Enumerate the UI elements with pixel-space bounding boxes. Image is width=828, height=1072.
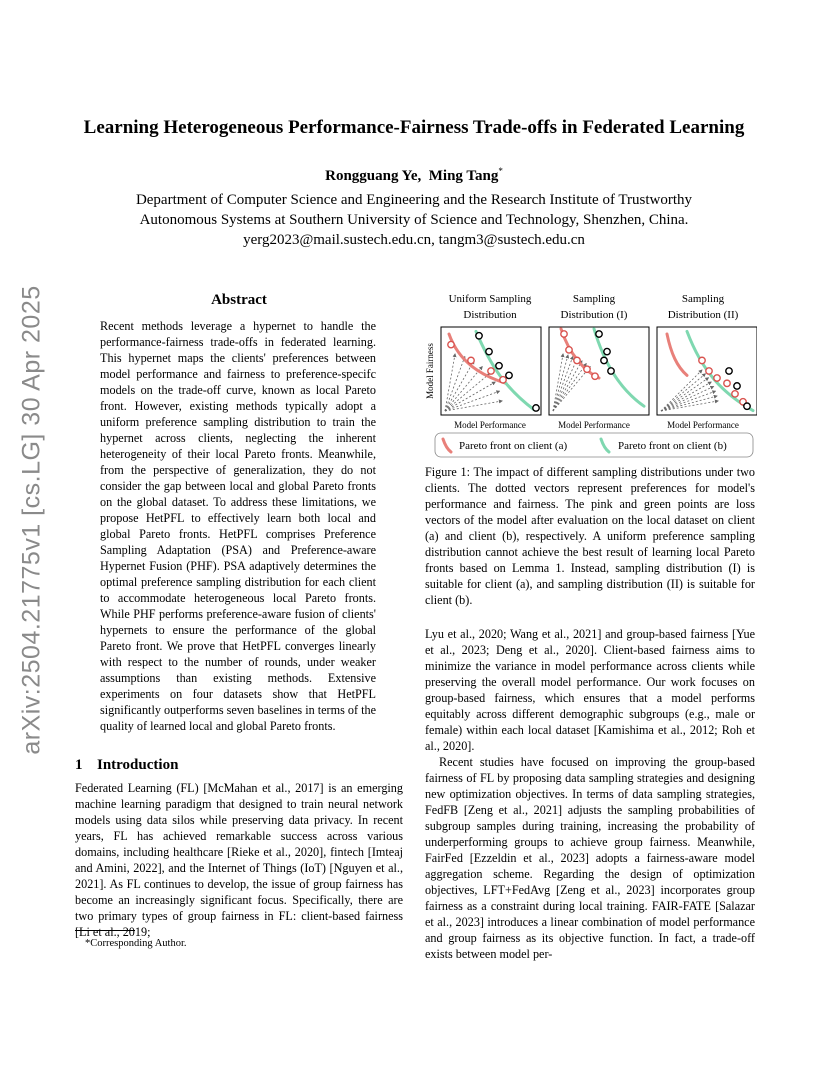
preference-vector: [553, 363, 586, 411]
panel-title: Distribution: [463, 309, 517, 321]
loss-point-a: [468, 357, 474, 363]
x-axis-label: Model Performance: [667, 420, 739, 430]
preference-vector: [661, 391, 716, 411]
loss-point-a: [566, 347, 572, 353]
loss-point-b: [486, 348, 492, 354]
author-separator: ,: [417, 168, 422, 184]
preference-vector: [553, 358, 578, 411]
section-title: Introduction: [97, 757, 179, 773]
x-axis-label: Model Performance: [558, 420, 630, 430]
pareto-front-a: [667, 334, 687, 375]
legend-swatch-b: [601, 439, 609, 452]
loss-point-b: [506, 372, 512, 378]
paragraph: Federated Learning (FL) [McMahan et al., 2017] is an emerging machine learning paradigm that designed to train neural network models using data silos while preserving data privacy. In recent years, FL has achieved remarkable success across various domains, including healthcare [Rieke et al., 2020], fintech [Imteaj and Amini, 2022], and the Internet of Things (IoT) [Nguyen et al., 2021]. As FL continues to develop, the issue of group fairness has become an increasingly significant focus. Specifically, there are two primary types of group fairness in FL: client-based fairness [Li et al., 2019;: [75, 781, 403, 939]
panel-title: Sampling: [572, 293, 616, 305]
section-heading: [75, 757, 178, 774]
arxiv-identifier: arXiv:2504.21775v1 [cs.LG] 30 Apr 2025: [17, 285, 46, 755]
loss-point-a: [732, 391, 738, 397]
section-number: 1: [75, 757, 83, 773]
affiliation-line: Department of Computer Science and Engineering and the Research Institute of Trustworthy: [135, 192, 693, 208]
loss-point-b: [601, 357, 607, 363]
loss-point-a: [574, 357, 580, 363]
loss-point-b: [496, 363, 502, 369]
loss-point-a: [488, 368, 494, 374]
loss-point-a: [706, 368, 712, 374]
paragraph: Lyu et al., 2020; Wang et al., 2021] and group-based fairness [Yue et al., 2023; Deng et al., 2020]. Client-based fairness aims to minimize the variance in model performance across clients while preserving the overall model performance. Our work focuses on group-based fairness, which ensures that a model performs equitably across different demographic subgroups (e.g., male or female) within each local dataset [Kamishima et al., 2012; Roh et al., 2020].: [425, 627, 755, 753]
preference-vector: [553, 355, 568, 411]
loss-point-a: [699, 357, 705, 363]
author-emails: yerg2023@mail.sustech.edu.cn, tangm3@sustech.edu.cn: [243, 232, 585, 248]
legend-swatch-a: [443, 439, 451, 452]
preference-vector: [553, 367, 590, 411]
loss-point-a: [584, 366, 590, 372]
figure-1-graphic: [425, 287, 757, 462]
affiliation: [60, 190, 768, 250]
loss-point-a: [448, 341, 454, 347]
loss-point-b: [476, 333, 482, 339]
loss-point-a: [500, 377, 506, 383]
loss-point-b: [533, 405, 539, 411]
panel-title: Distribution (I): [560, 309, 628, 321]
figure-caption: Figure 1: The impact of different sampling distributions under two clients. The dotted vectors represent preferences for model's performance and fairness. The pink and green points are loss vectors of the model after evaluation on the local dataset on client (a) and client (b), respectively. A uniform preference sampling distribution cannot achieve the best result of learning local Pareto fronts based on Lemma 1. Instead, sampling distribution (I) is suitable for client (a), and sampling distribution (II) is suitable for client (b).: [425, 465, 755, 607]
legend-label-b: Pareto front on client (b): [618, 440, 727, 452]
legend-label-a: Pareto front on client (a): [459, 440, 568, 452]
loss-point-a: [714, 375, 720, 381]
preference-vector: [445, 367, 482, 411]
pareto-front-b: [476, 331, 534, 409]
preference-vector: [553, 356, 573, 411]
footnote-mark: *: [498, 166, 503, 176]
preference-vector: [445, 374, 489, 411]
preference-vector: [661, 386, 714, 411]
footnote: *Corresponding Author.: [85, 938, 187, 949]
paragraph: Recent studies have focused on improving the group-based fairness of FL by proposing data sampling strategies and designing new optimization objectives. In terms of data sampling strategies, FedFB [Zeng et al., 2021] adjusts the sampling probabilities of subgroup samples during training, increasing the probability of underperforming groups to achieve group fairness. Meanwhile, FairFed [Ezzeldin et al., 2023] adopts a fairness-aware model aggregation scheme. Regarding the design of optimization objectives, LFT+FedAvg [Zeng et al., 2023] incorporates group fairness as a constraint during local training. FAIR-FATE [Salazar et al., 2023] introduces a linear combination of model performance and group fairness as its objective function. In fact, a trade-off exists between model per-: [425, 755, 755, 961]
preference-vector: [661, 378, 709, 411]
panel-title: Uniform Sampling: [448, 293, 532, 305]
panel-title: Sampling: [681, 293, 725, 305]
loss-point-b: [744, 403, 750, 409]
right-column-text: [425, 626, 755, 962]
pareto-front-b: [594, 329, 644, 406]
loss-point-a: [561, 331, 567, 337]
panel-title: Distribution (II): [667, 309, 739, 321]
loss-point-b: [608, 368, 614, 374]
figure-1: [425, 287, 757, 462]
author-name: Rongguang Ye: [325, 168, 418, 184]
abstract-text: Recent methods leverage a hypernet to handle the performance-fairness trade-offs in federated learning. This hypernet maps the clients' preferences between model performance and fairness to preference-specifc models on the trade-off curve, known as local Pareto front. However, existing methods typically adopt a uniform preference sampling distribution to train the hypernet across clients, neglecting the inherent heterogeneity of their local Pareto fronts. Meanwhile, from the perspective of generalization, they do not consider the gap between local and global Pareto fronts on the global dataset. To address these limitations, we propose HetPFL to effectively learn both local and global Pareto fronts. HetPFL comprises Preference Sampling Adaptation (PSA) and Preference-aware Hypernet Fusion (PHF). PSA adaptively determines the optimal preference sampling distribution for each client to accommodate heterogeneous local Pareto fronts. While PHF performs preference-aware fusion of clients' hypernets to ensure the performance of the global Pareto front. We prove that HetPFL converges linearly with respect to the number of rounds, under weaker assumptions than existing methods. Extensive experiments on four datasets show that HetPFL significantly outperforms seven baselines in terms of the quality of learned local and global Pareto fronts.: [100, 319, 376, 733]
loss-point-a: [724, 380, 730, 386]
loss-point-b: [596, 331, 602, 337]
author-name: Ming Tang: [428, 168, 499, 184]
affiliation-line: Autonomous Systems at Southern University of Science and Technology, Shenzhen, China.: [139, 212, 689, 228]
author-list: [60, 166, 768, 185]
loss-point-a: [592, 373, 598, 379]
intro-paragraph: [75, 780, 403, 940]
loss-point-b: [604, 348, 610, 354]
preference-vector: [661, 396, 717, 411]
x-axis-label: Model Performance: [454, 420, 526, 430]
abstract-heading: Abstract: [211, 292, 267, 308]
footnote-rule: [75, 930, 135, 931]
paper-title: Learning Heterogeneous Performance-Fairness Trade-offs in Federated Learning: [83, 117, 745, 138]
loss-point-b: [726, 368, 732, 374]
y-axis-label: Model Fairness: [425, 343, 435, 399]
loss-point-b: [734, 383, 740, 389]
preference-vector: [661, 374, 705, 411]
